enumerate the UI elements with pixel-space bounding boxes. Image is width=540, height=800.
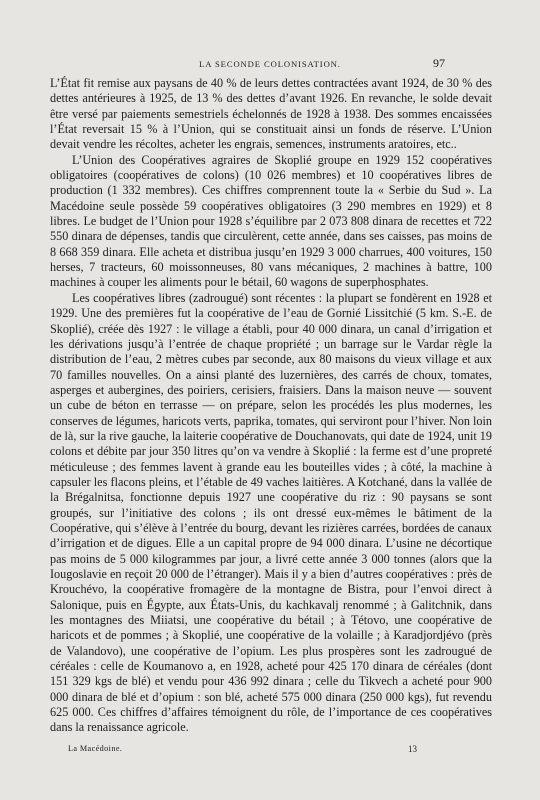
signature-number: 13: [408, 744, 417, 754]
running-title: LA SECONDE COLONISATION.: [199, 59, 341, 69]
signature-mark: La Macédoine.: [68, 744, 123, 753]
paragraph: L’Union des Coopératives agraires de Skoplié groupe en 1929 152 coopératives obligatoires (coopératives de colons) (10 026 membres) et 10 coopératives libres de production (1 332 membres). Ces chiffres comprennent toute la « Serbie du Sud ». La Macédoine seule possède 59 coopératives obligatoires (3 290 membres en 1929) et 8 libres. Le budget de l’Union pour 1928 s’équilibre par 2 073 808 dinara de recettes et 722 550 dinara de dépenses, tandis que circulèrent, cette année, dans ses caisses, pas moins de 8 668 359 dinara. Elle acheta et distribua jusqu’en 1929 3 000 charrues, 400 voitures, 150 herses, 7 tracteurs, 60 moissonneuses, 80 vans mécaniques, 2 machines à battre, 100 machines à couper les aliments pour le bétail, 60 wagons de superphosphates.: [50, 152, 492, 290]
paragraph: L’État fit remise aux paysans de 40 % de leurs dettes contractées avant 1924, de 30 % des dettes antérieures à 1925, de 13 % des dettes d’avant 1926. En revanche, le solde devait être versé par paiements semestriels échelonnés de 1928 à 1938. Des sommes encaissées l’État reversait 15 % à l’Union, qui se constituait ainsi un fonds de réserve. L’Union devait vendre les récoltes, acheter les engrais, semences, instruments aratoires, etc..: [50, 76, 492, 152]
page-number: 97: [433, 56, 445, 70]
paragraph: Les coopératives libres (zadrougué) sont récentes : la plupart se fondèrent en 1928 et 1929. Une des premières fut la coopérative de l’eau de Gornié Lissitchié (5 km. S.-E. de Skoplié), créée dès 1927 : le village a établi, pour 40 000 dinara, un canal d’irrigation et les dérivations jusqu’à l’entrée de chaque propriété ; un barrage sur le Vardar règle la distribution de l’eau, 2 mètres cubes par seconde, aux 80 maisons du vieux village et aux 70 familles nouvelles. On a ainsi planté des luzernières, des carrés de choux, tomates, asperges et aubergines, des poiriers, cerisiers, fraisiers. Dans la maison neuve — souvent un cube de béton en terrasse — on prépare, selon les procédés les plus modernes, les conserves de légumes, haricots verts, paprika, tomates, qui serviront pour l’hiver. Non loin de là, sur la rive gauche, la laiterie coopérative de Douchanovats, qui date de 1924, unit 19 colons et débite par jour 350 litres qu’on va vendre à Skoplié : la ferme est d’une propreté méticuleuse ; des femmes lavent à grande eau les bouteilles vides ; à côté, la machine à capsuler les flacons pleins, et l’étable de 49 vaches laitières. A Kotchané, dans la vallée de la Brégalnitsa, fonctionne depuis 1927 une coopérative du riz : 90 paysans se sont groupés, sur l’initiative des colons ; ils ont dressé eux-mêmes le bâtiment de la Coopérative, qui s’élève à l’entrée du bourg, devant les rizières carrées, bordées de canaux d’irrigation et de digues. Elle a un capital propre de 94 000 dinara. L’usine ne décortique pas moins de 5 000 kilogrammes par jour, a livré cette année 3 000 tonnes (alors que la Iougoslavie en reçoit 20 000 de l’étranger). Mais il y a bien d’autres coopératives : près de Krouchévo, la coopérative fromagère de la montagne de Bistra, pour l’envoi direct à Salonique, puis en Égypte, aux États-Unis, du kachkavalj renommé ; à Galitchnik, dans les montagnes des Miiatsi, une coopérative du bétail ; à Tétovo, une coopérative de haricots et de pommes ; à Skoplié, une coopérative de la volaille ; à Karadjordjévo (près de Valandovo), une coopérative de l’opium. Les plus prospères sont les zadrougué de céréales : celle de Koumanovo a, en 1928, acheté pour 425 170 dinara de céréales (dont 151 329 kgs de blé) et vendu pour 436 992 dinara ; celle du Tikvech a acheté pour 900 000 dinara de blé et d’opium : son blé, acheté 575 000 dinara (250 000 kgs), fut revendu 625 000. Ces chiffres d’affaires témoignent du rôle, de l’importance de ces coopératives dans la renaissance agricole.: [50, 290, 492, 735]
body-text: [50, 76, 492, 736]
